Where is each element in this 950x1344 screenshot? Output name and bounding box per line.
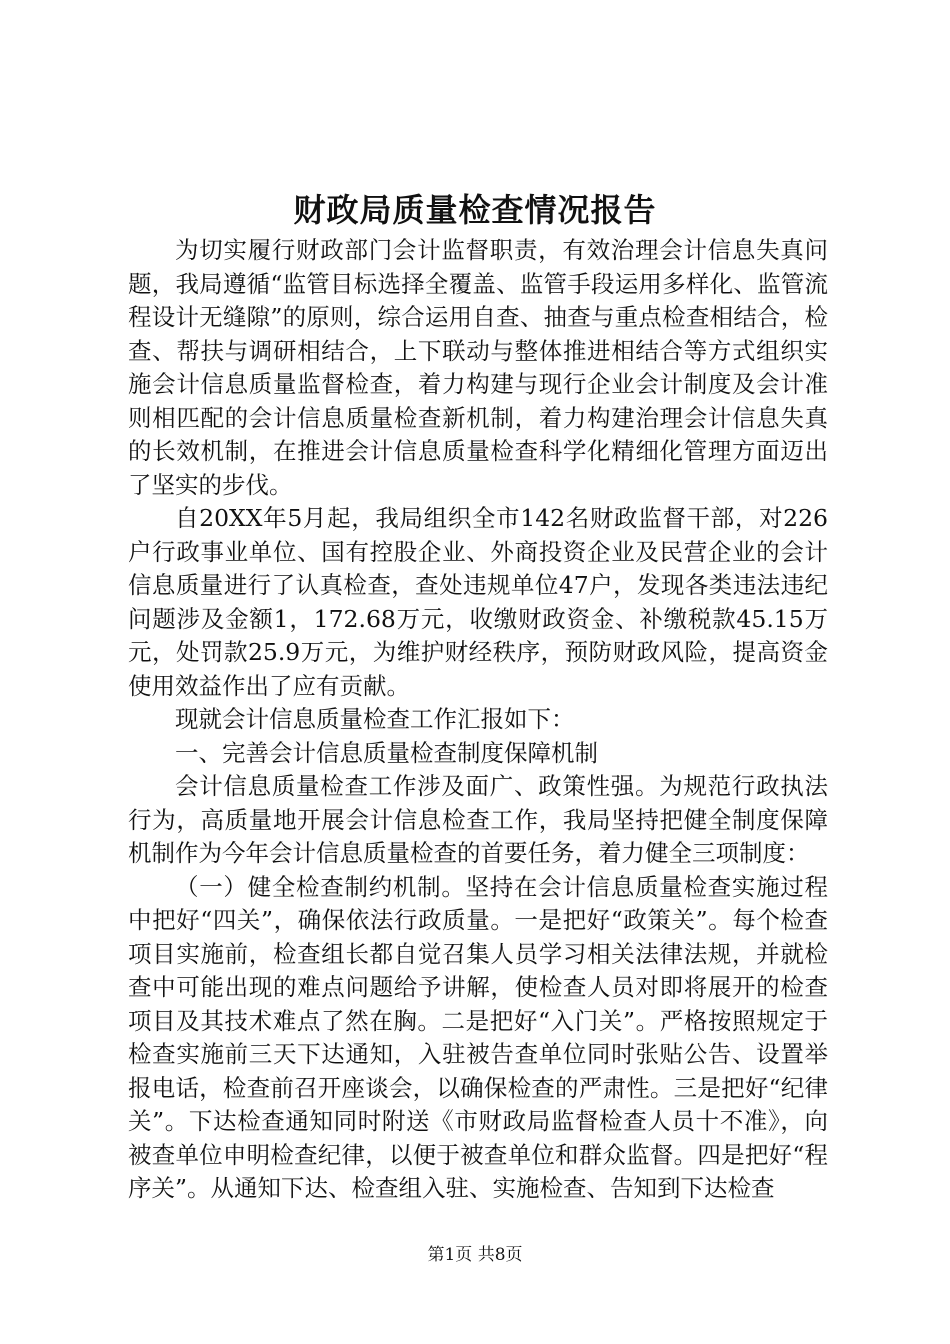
section-heading-1: 一、完善会计信息质量检查制度保障机制	[175, 738, 598, 767]
paragraph-section-1-intro: 会计信息质量检查工作涉及面广、政策性强。为规范行政执法行为，高质量地开展会计信息检查工作，我局坚持把健全制度保障机制作为今年会计信息质量检查的首要任务，着力健全三项制度：	[128, 772, 828, 867]
paragraph-subsection-1: （一）健全检查制约机制。坚持在会计信息质量检查实施过程中把好“四关”，确保依法行政质量。一是把好“政策关”。每个检查项目实施前，检查组长都自觉召集人员学习相关法律法规，并就检查中可能出现的难点问题给予讲解，使检查人员对即将展开的检查项目及其技术难点了然在胸。二是把好“入门关”。严格按照规定于检查实施前三天下达通知，入驻被告查单位同时张贴公告、设置举报电话，检查前召开座谈会，以确保检查的严肃性。三是把好“纪律关”。下达检查通知同时附送《市财政局监督检查人员十不准》，向被查单位申明检查纪律，以便于被查单位和群众监督。四是把好“程序关”。从通知下达、检查组入驻、实施检查、告知到下达检查	[128, 872, 828, 1202]
document-title: 财政局质量检查情况报告	[293, 191, 657, 229]
paragraph-report-lead: 现就会计信息质量检查工作汇报如下：	[175, 705, 575, 733]
paragraph-statistics: 自20XX年5月起，我局组织全市142名财政监督干部，对226户行政事业单位、国有控股企业、外商投资企业及民营企业的会计信息质量进行了认真检查，查处违规单位47户，发现各类违法违纪问题涉及金额1，172.68万元，收缴财政资金、补缴税款45.15万元，处罚款25.9万元，为维护财经秩序，预防财政风险，提高资金使用效益作出了应有贡献。	[128, 504, 828, 700]
page-footer: 第1页 共8页	[427, 1245, 523, 1265]
document-body	[128, 234, 828, 1206]
paragraph-intro: 为切实履行财政部门会计监督职责，有效治理会计信息失真问题，我局遵循“监管目标选择全覆盖、监管手段运用多样化、监管流程设计无缝隙”的原则，综合运用自查、抽查与重点检查相结合，检查、帮扶与调研相结合，上下联动与整体推进相结合等方式组织实施会计信息质量监督检查，着力构建与现行企业会计制度及会计准则相匹配的会计信息质量检查新机制，着力构建治理会计信息失真的长效机制，在推进会计信息质量检查科学化精细化管理方面迈出了坚实的步伐。	[128, 236, 828, 499]
